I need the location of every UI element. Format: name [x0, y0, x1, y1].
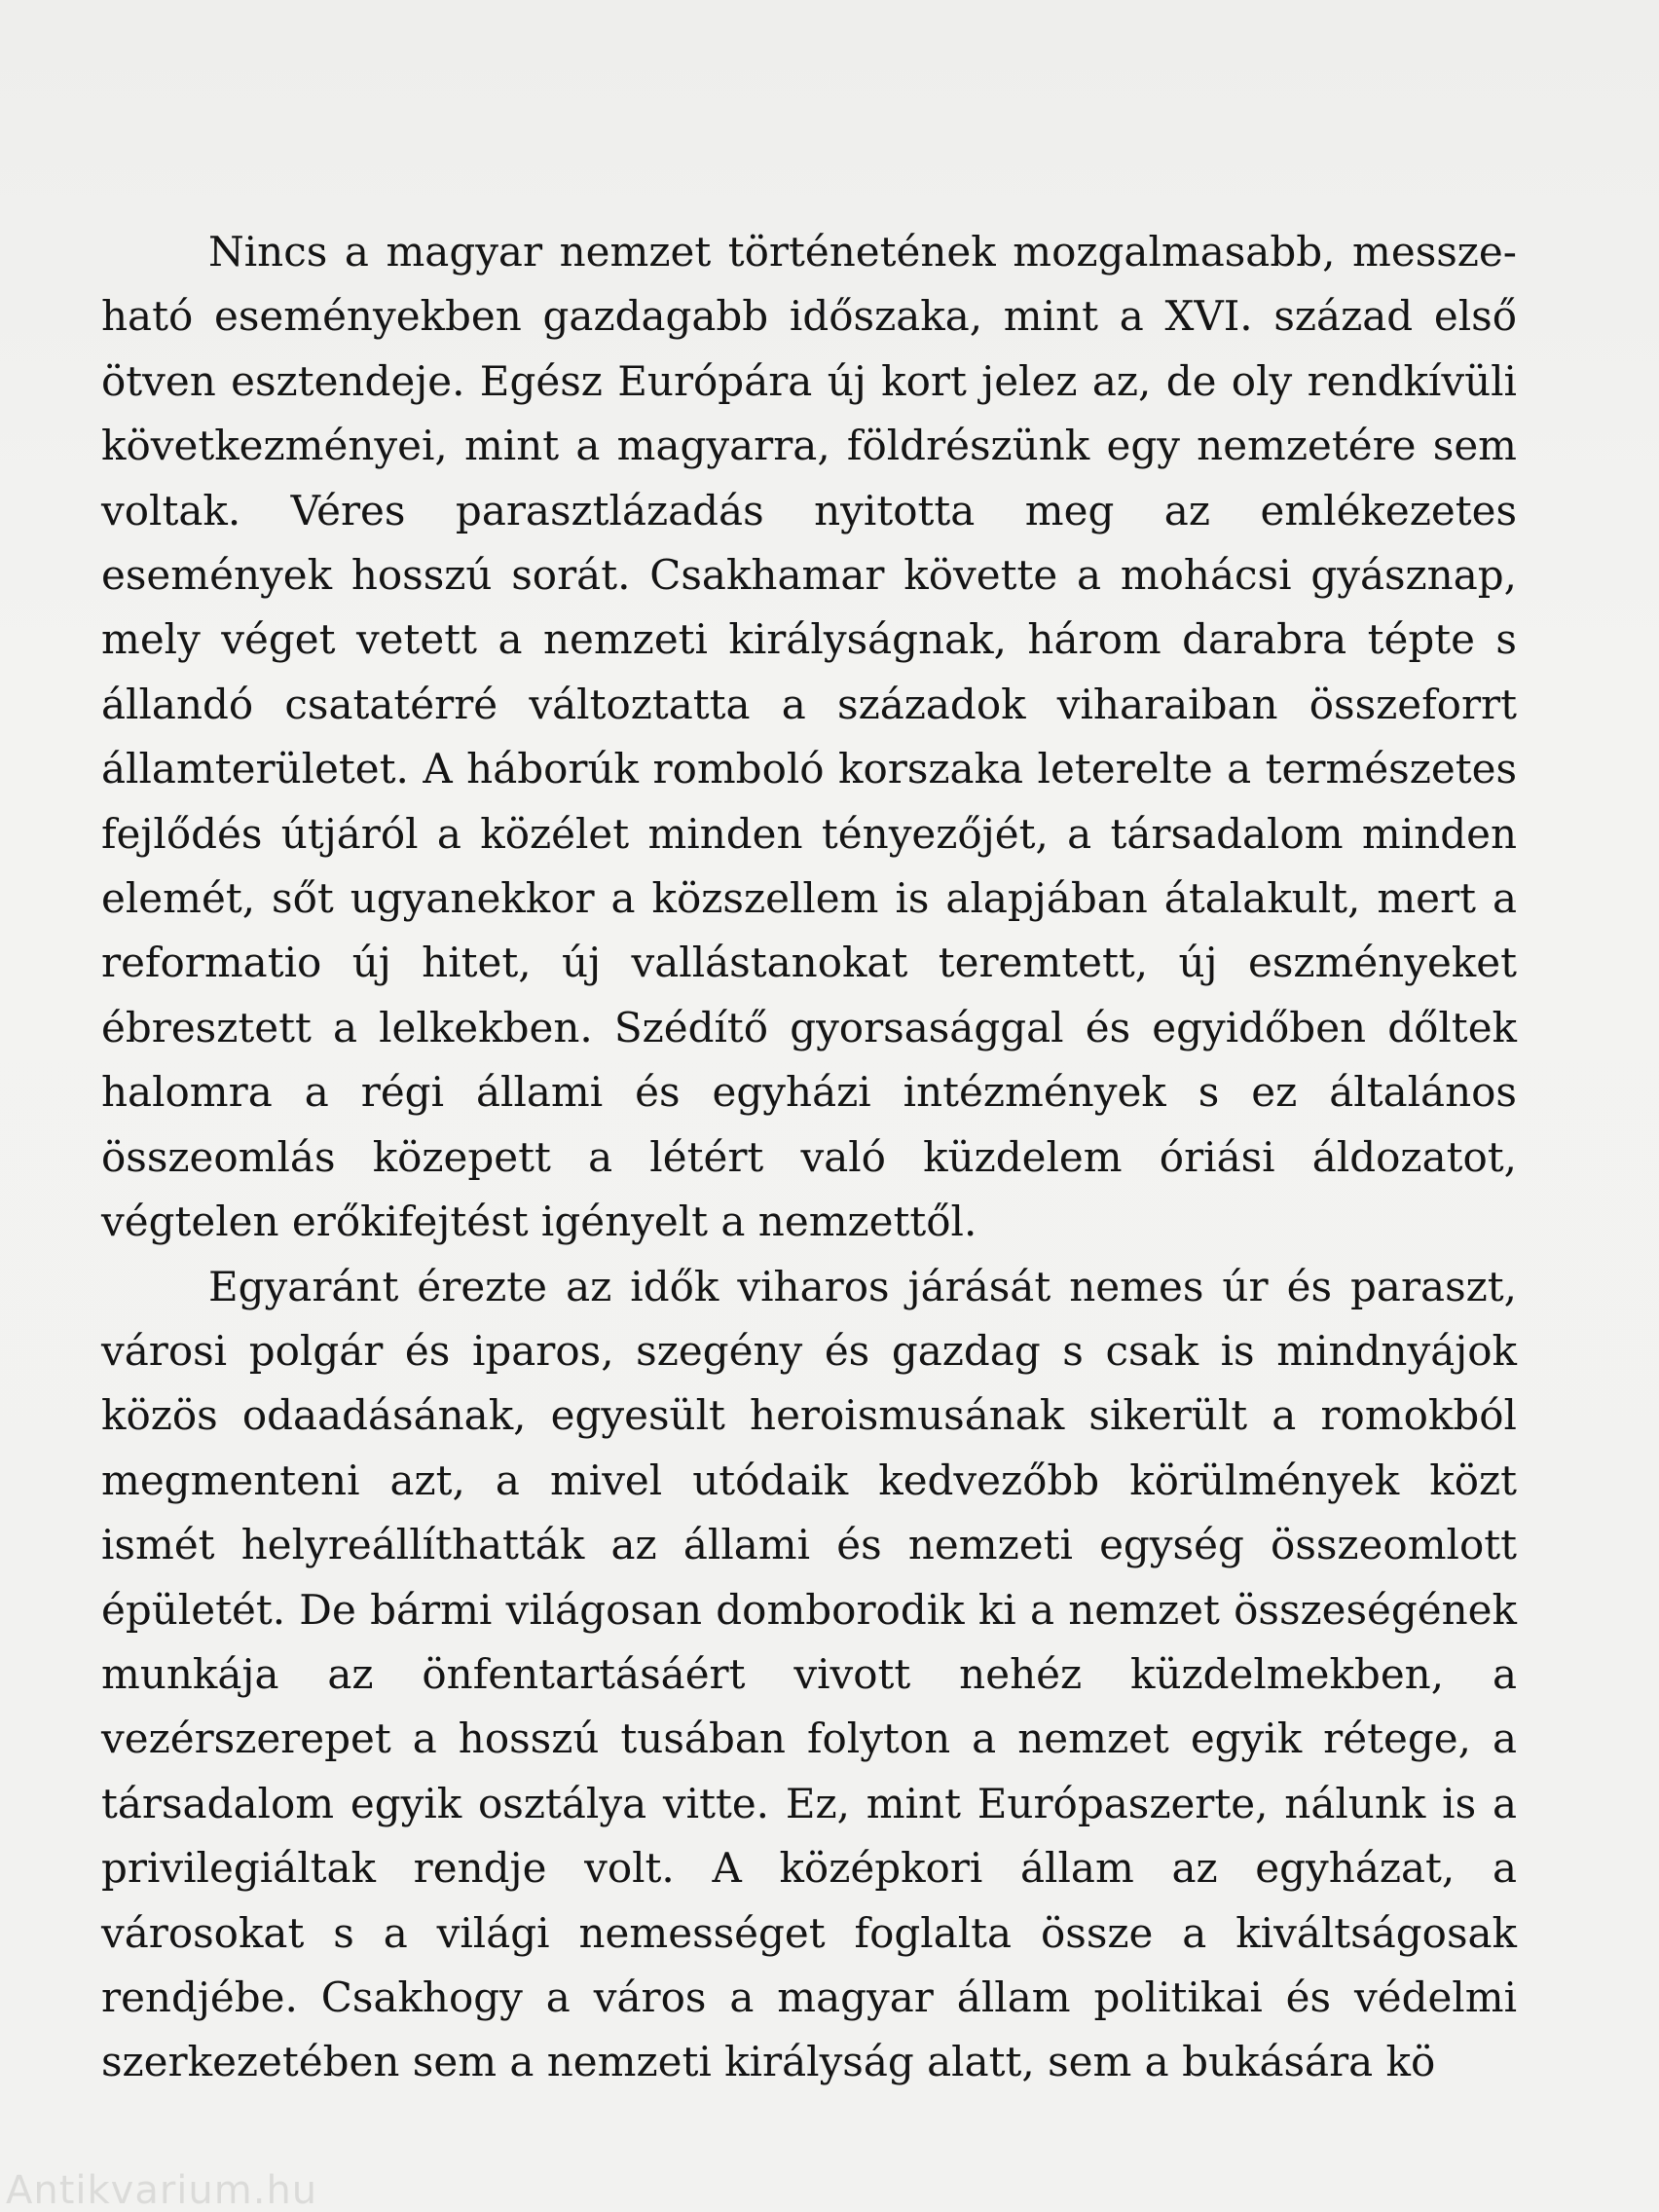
show-through-text: [78, 19, 1538, 204]
watermark: Antikvarium.hu: [6, 2169, 318, 2212]
paragraph-1: Nincs a magyar nemzet történetének mozgalmasabb, messzeható eseményekben gazdagabb időszaka, mint a XVI. század első ötven esztendeje. Egész Európára új kort jelez az, de oly rendkívüli következményei, mint a magyarra, földrészünk egy nemzetére sem voltak. Véres parasztlázadás nyitotta meg az emlékezetes események hosszú sorát. Csakhamar követte a mohácsi gyásznap, mely véget vetett a nemzeti királyságnak, három darabra tépte s állandó csatatérré változtatta a századok viharaiban összeforrt államterületet. A háborúk romboló korszaka leterelte a természetes fejlődés útjáról a közélet minden tényezőjét, a társadalom minden elemét, sőt ugyanekkor a közszellem is alapjában átalakult, mert a reformatio új hitet, új vallástanokat teremtett, új eszményeket ébresztett a lelkekben. Szédítő gyorsasággal és egyidőben dőltek halomra a régi állami és egyházi intézmények s ez általános összeomlás közepett a létért való küzdelem óriási áldozatot, végtelen erőkifejtést igényelt a nemzettől.: [101, 228, 1517, 1246]
paragraph-2: Egyaránt érezte az idők viharos járását nemes úr és paraszt, városi polgár és iparos, szegény és gazdag s csak is mindnyájok közös odaadásának, egyesült heroismusának sikerült a romokból megmenteni azt, a mivel utódaik kedvezőbb körülmények közt ismét helyreállíthatták az állami és nemzeti egység összeomlott épületét. De bármi világosan domborodik ki a nemzet összeségének munkája az önfentartásáért vivott nehéz küzdelmekben, a vezérszerepet a hosszú tusában folyton a nemzet egyik rétege, a társadalom egyik osztálya vitte. Ez, mint Európaszerte, nálunk is a privilegiáltak rendje volt. A középkori állam az egyházat, a városokat s a világi nemességet foglalta össze a kiváltságosak rendjébe. Csakhogy a város a magyar állam politikai és védelmi szerkezetében sem a nemzeti királyság alatt, sem a bukására kö: [101, 1262, 1517, 2086]
body-text: [101, 220, 1517, 2095]
